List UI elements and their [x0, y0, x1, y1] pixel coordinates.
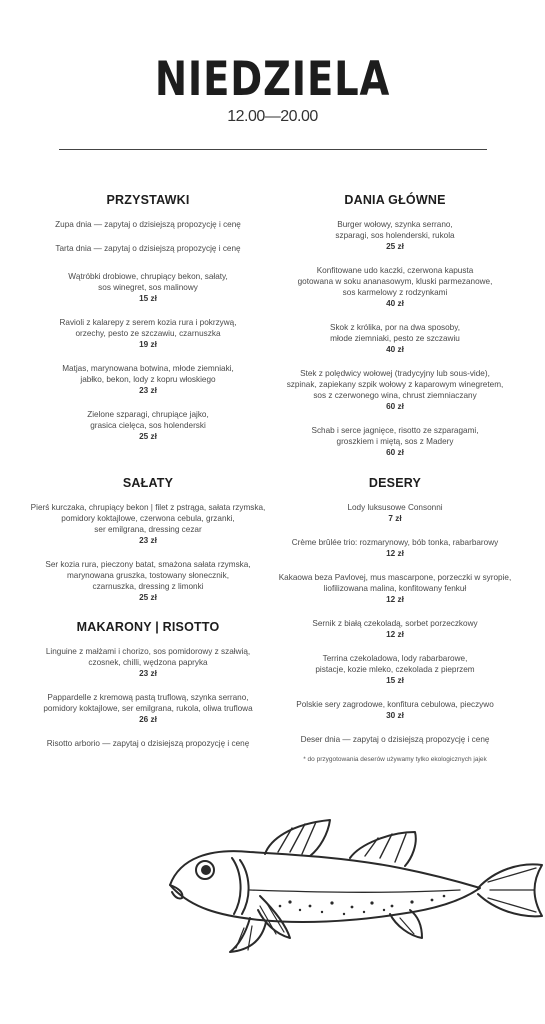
menu-item — [23, 692, 273, 725]
item-description: Wątróbki drobiowe, chrupiący bekon, sałaty, sos winegret, sos malinowy — [68, 272, 228, 292]
menu-item — [270, 618, 520, 640]
item-price: 23 zł — [139, 386, 157, 395]
item-description: Stek z polędwicy wołowej (tradycyjny lub sous-vide), szpinak, zapiekany szpik wołowy z kaparowym winegretem, sos z czerwonego wina, chrust ziemniaczany — [286, 369, 504, 400]
menu-item — [270, 653, 520, 686]
menu-item — [23, 646, 273, 679]
item-price: 19 zł — [139, 340, 157, 349]
dessert-footnote: * do przygotowania deserów używamy tylko ekologicznych jajek — [303, 756, 487, 763]
menu-item — [270, 537, 520, 559]
item-description: Polskie sery zagrodowe, konfitura cebulowa, pieczywo — [296, 700, 494, 709]
item-price: 40 zł — [386, 299, 404, 308]
item-description: Schab i serce jagnięce, risotto ze szparagami, groszkiem i miętą, sos z Madery — [311, 426, 479, 446]
section-title: PRZYSTAWKI — [106, 193, 190, 207]
item-description: Lody luksusowe Consonni — [347, 503, 443, 512]
menu-item — [270, 368, 520, 412]
item-price: 23 zł — [139, 669, 157, 678]
section-title: MAKARONY | RISOTTO — [76, 620, 220, 634]
item-description: Ravioli z kalarepy z serem kozia rura i pokrzywą, orzechy, pesto ze szczawiu, czarnuszka — [59, 318, 237, 338]
item-description: Konfitowane udo kaczki, czerwona kapusta gotowana w soku ananasowym, kluski parmezanowe, sos karmelowy z rodzynkami — [297, 266, 493, 297]
section-przystawki — [23, 193, 273, 455]
menu-item — [23, 409, 273, 442]
item-description: Linguine z małżami i chorizo, sos pomidorowy z szałwią, czosnek, chilli, wędzona papryka — [45, 647, 251, 667]
item-price: 60 zł — [386, 402, 404, 411]
menu-item — [270, 219, 520, 252]
menu-item — [23, 363, 273, 396]
fish-illustration — [160, 810, 545, 960]
item-price: 15 zł — [139, 294, 157, 303]
menu-item — [270, 322, 520, 355]
section-desery — [270, 476, 520, 763]
section-title: DANIA GŁÓWNE — [344, 193, 446, 207]
item-description: Sernik z białą czekoladą, sorbet porzeczkowy — [312, 619, 478, 628]
item-price: 12 zł — [386, 595, 404, 604]
item-description: Ser kozia rura, pieczony batat, smażona sałata rzymska, marynowana gruszka, tostowany słonecznik, czarnuszka, dressing z limonki — [45, 560, 251, 591]
item-price: 25 zł — [139, 593, 157, 602]
menu-item — [23, 219, 273, 230]
item-price: 60 zł — [386, 448, 404, 457]
item-description: Zupa dnia — zapytaj o dzisiejszą propozycję i cenę — [55, 220, 241, 229]
section-makarony-risotto — [23, 620, 273, 762]
section-title: SAŁATY — [122, 476, 174, 490]
menu-item — [270, 572, 520, 605]
item-price: 12 zł — [386, 549, 404, 558]
item-description: Kakaowa beza Pavlovej, mus mascarpone, porzeczki w syropie, liofilizowana malina, konfitowany fenkuł — [278, 573, 512, 593]
menu-item — [23, 559, 273, 603]
menu-item — [23, 243, 273, 254]
item-description: Pierś kurczaka, chrupiący bekon | filet z pstrąga, sałata rzymska, pomidory koktajlowe, czerwona cebula, grzanki, ser emilgrana, dressing cezar — [30, 503, 266, 534]
item-description: Burger wołowy, szynka serrano, szparagi, sos holenderski, rukola — [335, 220, 455, 240]
item-price: 26 zł — [139, 715, 157, 724]
menu-item — [23, 738, 273, 749]
menu-item — [270, 502, 520, 524]
section-salaty — [23, 476, 273, 616]
item-description: Risotto arborio — zapytaj o dzisiejszą propozycję i cenę — [46, 739, 250, 748]
item-description: Crème brûlée trio: rozmarynowy, bób tonka, rabarbarowy — [291, 538, 499, 547]
item-description: Matjas, marynowana botwina, młode ziemniaki, jabłko, bekon, lody z kopru włoskiego — [62, 364, 234, 384]
menu-item — [270, 734, 520, 745]
menu-item — [23, 271, 273, 304]
item-description: Deser dnia — zapytaj o dzisiejszą propozycję i cenę — [300, 735, 490, 744]
item-price: 25 zł — [386, 242, 404, 251]
item-description: Zielone szparagi, chrupiące jajko, grasica cielęca, sos holenderski — [87, 410, 209, 430]
item-description: Skok z królika, por na dwa sposoby, młode ziemniaki, pesto ze szczawiu — [330, 323, 460, 343]
menu-item — [270, 699, 520, 721]
item-description: Terrina czekoladowa, lody rabarbarowe, pistacje, kozie mleko, czekolada z pieprzem — [315, 654, 475, 674]
page-title: NIEDZIELA — [154, 52, 391, 107]
item-price: 15 zł — [386, 676, 404, 685]
item-price: 25 zł — [139, 432, 157, 441]
section-dania-glowne — [270, 193, 520, 471]
item-description: Tarta dnia — zapytaj o dzisiejszą propozycję i cenę — [55, 244, 241, 253]
item-price: 30 zł — [386, 711, 404, 720]
item-description: Pappardelle z kremową pastą truflową, szynka serrano, pomidory koktajlowe, ser emilgrana, rukola, oliwa truflowa — [43, 693, 253, 713]
item-price: 40 zł — [386, 345, 404, 354]
item-price: 23 zł — [139, 536, 157, 545]
menu-item — [270, 265, 520, 309]
section-title: DESERY — [368, 476, 422, 490]
opening-hours: 12.00—20.00 — [227, 108, 318, 125]
menu-item — [23, 502, 273, 546]
item-price: 12 zł — [386, 630, 404, 639]
header-divider — [59, 149, 487, 150]
item-price: 7 zł — [388, 514, 402, 523]
menu-item — [270, 425, 520, 458]
menu-item — [23, 317, 273, 350]
